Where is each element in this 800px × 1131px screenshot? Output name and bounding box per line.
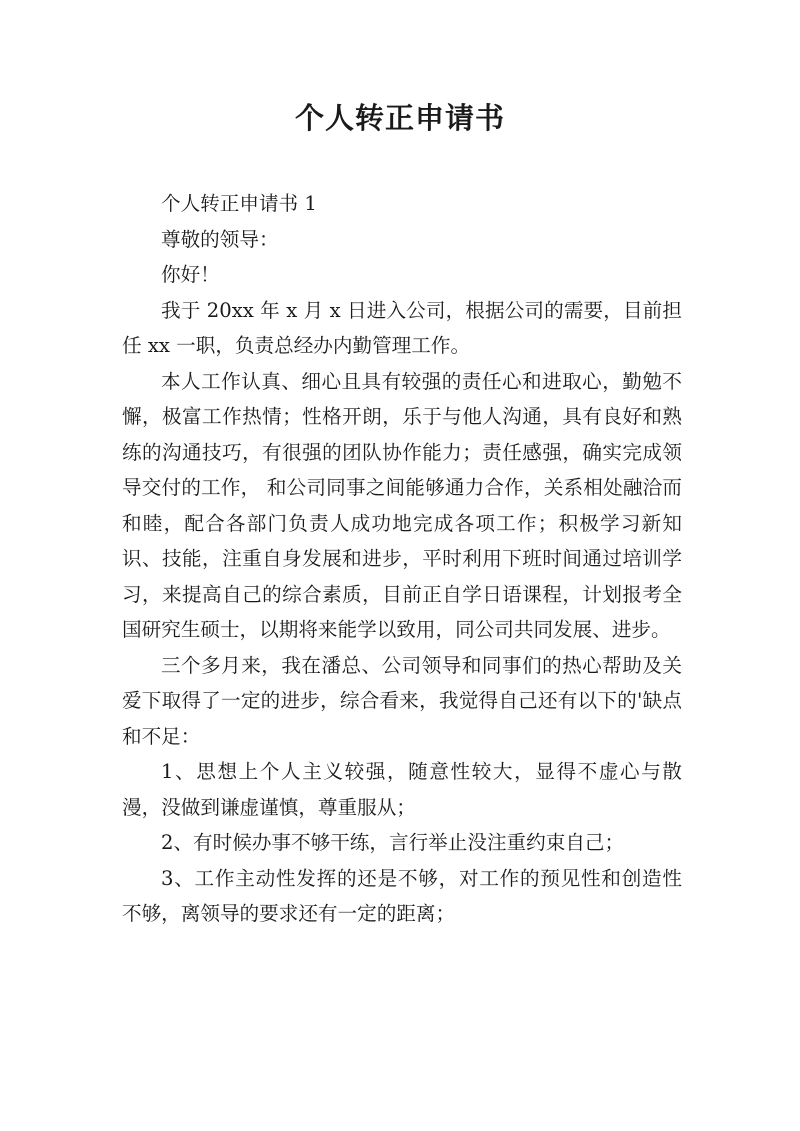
paragraph-self-assessment: 本人工作认真、细心且具有较强的责任心和进取心，勤勉不懈，极富工作热情；性格开朗，乐于与他人沟通，具有良好和熟练的沟通技巧，有很强的团队协作能力；责任感强，确实完成领导交付的工作， 和公司同事之间能够通力合作，关系相处融洽而和睦，配合各部门负责人成功地完成各项工作；积极学习新知识、技能，注重自身发展和进步，平时利用下班时间通过培训学习，来提高自己的综合素质，目前正自学日语课程，计划报考全国研究生硕士，以期将来能学以致用，同公司共同发展、进步。: [122, 369, 682, 641]
list-item-shortcoming-1: 1、思想上个人主义较强，随意性较大，显得不虚心与散漫，没做到谦虚谨慎，尊重服从；: [122, 760, 682, 819]
paragraph-salutation: 尊敬的领导：: [161, 227, 279, 251]
paragraph-intro: 我于 20xx 年 x 月 x 日进入公司，根据公司的需要，目前担任 xx 一职，负责总经办内勤管理工作。: [122, 298, 682, 357]
paragraph-shortcomings-intro: 三个多月来，我在潘总、公司领导和同事们的热心帮助及关爱下取得了一定的进步，综合看来，我觉得自己还有以下的'缺点和不足：: [122, 653, 682, 748]
paragraph-greeting: 你好！: [161, 263, 220, 286]
document-title: 个人转正申请书: [294, 101, 505, 135]
list-item-shortcoming-2: 2、有时候办事不够干练，言行举止没注重约束自己；: [161, 831, 625, 854]
document-body: [122, 186, 682, 932]
list-item-shortcoming-3: 3、工作主动性发挥的还是不够，对工作的预见性和创造性不够，离领导的要求还有一定的距离；: [122, 866, 682, 925]
paragraph-heading: 个人转正申请书 1: [161, 192, 317, 215]
